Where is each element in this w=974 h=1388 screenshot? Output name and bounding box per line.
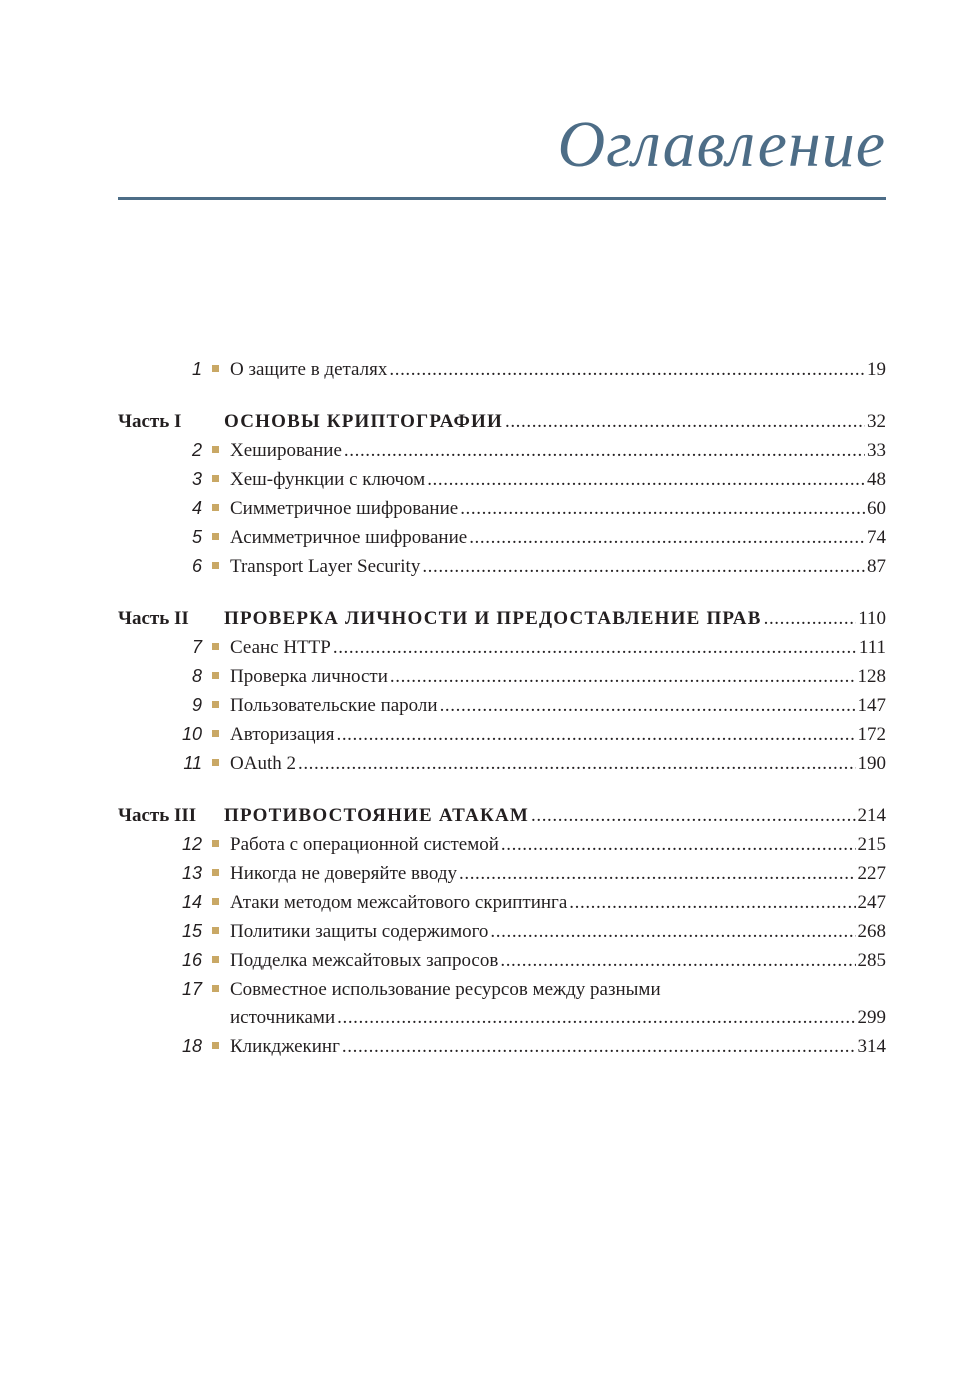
bullet-icon [212,985,219,992]
page-number: 74 [867,527,886,548]
page-number: 227 [857,863,886,884]
bullet-icon [212,365,219,372]
dot-leader [569,889,855,917]
heading-rule [118,197,886,200]
chapter-number: 2 [191,440,202,460]
chapter-title: Никогда не доверяйте вводу [230,863,457,884]
part-label: Часть I [118,411,182,432]
chapter-number: 4 [191,498,202,518]
chapter-title: Симметричное шифрование [230,498,459,519]
dot-leader [336,721,855,749]
chapter-number: 11 [183,753,202,773]
bullet-icon [212,927,219,934]
page-number: 60 [867,498,886,519]
chapter-title: Пользовательские пароли [230,695,438,716]
chapter-number: 6 [191,556,202,576]
page-number: 33 [867,440,886,461]
page-number: 285 [857,950,886,971]
page-number: 190 [857,753,886,774]
bullet-icon [212,759,219,766]
toc-chapter-row[interactable] [118,494,886,523]
chapter-number: 15 [181,921,202,941]
dot-leader [337,1004,855,1032]
chapter-title: Асимметричное шифрование [230,527,468,548]
chapter-number: 17 [181,979,202,999]
toc-chapter-row[interactable] [118,436,886,465]
page-number: 172 [857,724,886,745]
dot-leader [389,356,865,384]
chapter-number: 1 [191,359,202,379]
part-title: ОСНОВЫ КРИПТОГРАФИИ [224,411,503,432]
chapter-title: OAuth 2 [230,753,296,774]
dot-leader [500,947,855,975]
bullet-icon [212,898,219,905]
dot-leader [469,524,865,552]
page-number: 214 [857,805,886,826]
toc-chapter-row[interactable] [118,523,886,552]
chapter-title: Сеанс HTTP [230,637,331,658]
bullet-icon [212,504,219,511]
toc-part-row[interactable] [118,605,886,633]
chapter-title: Проверка личности [230,666,388,687]
page-number: 19 [867,359,886,380]
chapter-number: 5 [191,527,202,547]
chapter-title-continued: источниками [230,1007,336,1028]
part-label: Часть II [118,608,189,629]
table-of-contents [118,355,886,1061]
dot-leader [459,860,856,888]
chapter-number: 10 [181,724,202,744]
chapter-number: 13 [181,863,202,883]
chapter-number: 3 [191,469,202,489]
toc-part-row[interactable] [118,802,886,830]
toc-chapter-row[interactable] [118,355,886,384]
chapter-title: Работа с операционной системой [230,834,499,855]
page-number: 268 [857,921,886,942]
chapter-title: Хеш-функции с ключом [230,469,426,490]
chapter-number: 14 [181,892,202,912]
dot-leader [764,605,857,633]
bullet-icon [212,840,219,847]
chapter-number: 16 [181,950,202,970]
chapter-number: 12 [181,834,202,854]
chapter-number: 18 [181,1036,202,1056]
dot-leader [501,831,856,859]
chapter-title: О защите в деталях [230,359,388,380]
page-number: 247 [857,892,886,913]
toc-chapter-row[interactable] [118,1032,886,1061]
chapter-title: Совместное использование ресурсов между разными [230,979,661,1000]
toc-chapter-row[interactable] [118,859,886,888]
page-number: 215 [857,834,886,855]
dot-leader [298,750,856,778]
chapter-title: Transport Layer Security [230,556,421,577]
chapter-title: Хеширование [230,440,342,461]
page-number: 87 [867,556,886,577]
dot-leader [505,408,865,436]
chapter-number: 7 [191,637,202,657]
toc-chapter-row[interactable] [118,946,886,975]
toc-chapter-row[interactable] [118,975,886,1032]
toc-chapter-row[interactable] [118,662,886,691]
page-number: 128 [857,666,886,687]
bullet-icon [212,446,219,453]
page-number: 147 [857,695,886,716]
chapter-title: Авторизация [230,724,335,745]
toc-chapter-row[interactable] [118,720,886,749]
toc-chapter-row[interactable] [118,465,886,494]
toc-chapter-row[interactable] [118,830,886,859]
bullet-icon [212,956,219,963]
dot-leader [342,1033,856,1061]
bullet-icon [212,672,219,679]
dot-leader [490,918,855,946]
toc-chapter-row[interactable] [118,749,886,778]
chapter-title: Кликджекинг [230,1036,340,1057]
chapter-number: 8 [191,666,202,686]
page-number: 314 [857,1036,886,1057]
toc-part-row[interactable] [118,408,886,436]
part-title: ПРОТИВОСТОЯНИЕ АТАКАМ [224,805,529,826]
page-number: 110 [858,608,886,629]
bullet-icon [212,1042,219,1049]
chapter-title: Политики защиты содержимого [230,921,489,942]
dot-leader [440,692,856,720]
toc-chapter-row[interactable] [118,691,886,720]
toc-chapter-row[interactable] [118,917,886,946]
dot-leader [422,553,865,581]
toc-chapter-row[interactable] [118,633,886,662]
dot-leader [333,634,857,662]
dot-leader [427,466,865,494]
bullet-icon [212,533,219,540]
page-number: 32 [867,411,886,432]
bullet-icon [212,562,219,569]
bullet-icon [212,701,219,708]
toc-chapter-row[interactable] [118,552,886,581]
page-number: 48 [867,469,886,490]
bullet-icon [212,730,219,737]
bullet-icon [212,643,219,650]
toc-chapter-row[interactable] [118,888,886,917]
bullet-icon [212,475,219,482]
bullet-icon [212,869,219,876]
dot-leader [531,802,856,830]
chapter-title: Подделка межсайтовых запросов [230,950,499,971]
page-heading: Оглавление [557,108,886,181]
chapter-number: 9 [191,695,202,715]
page-number: 299 [857,1007,886,1028]
chapter-title: Атаки методом межсайтового скриптинга [230,892,568,913]
dot-leader [460,495,865,523]
page-number: 111 [858,637,886,658]
part-title: ПРОВЕРКА ЛИЧНОСТИ И ПРЕДОСТАВЛЕНИЕ ПРАВ [224,608,762,629]
part-label: Часть III [118,805,197,826]
dot-leader [390,663,856,691]
dot-leader [344,437,865,465]
